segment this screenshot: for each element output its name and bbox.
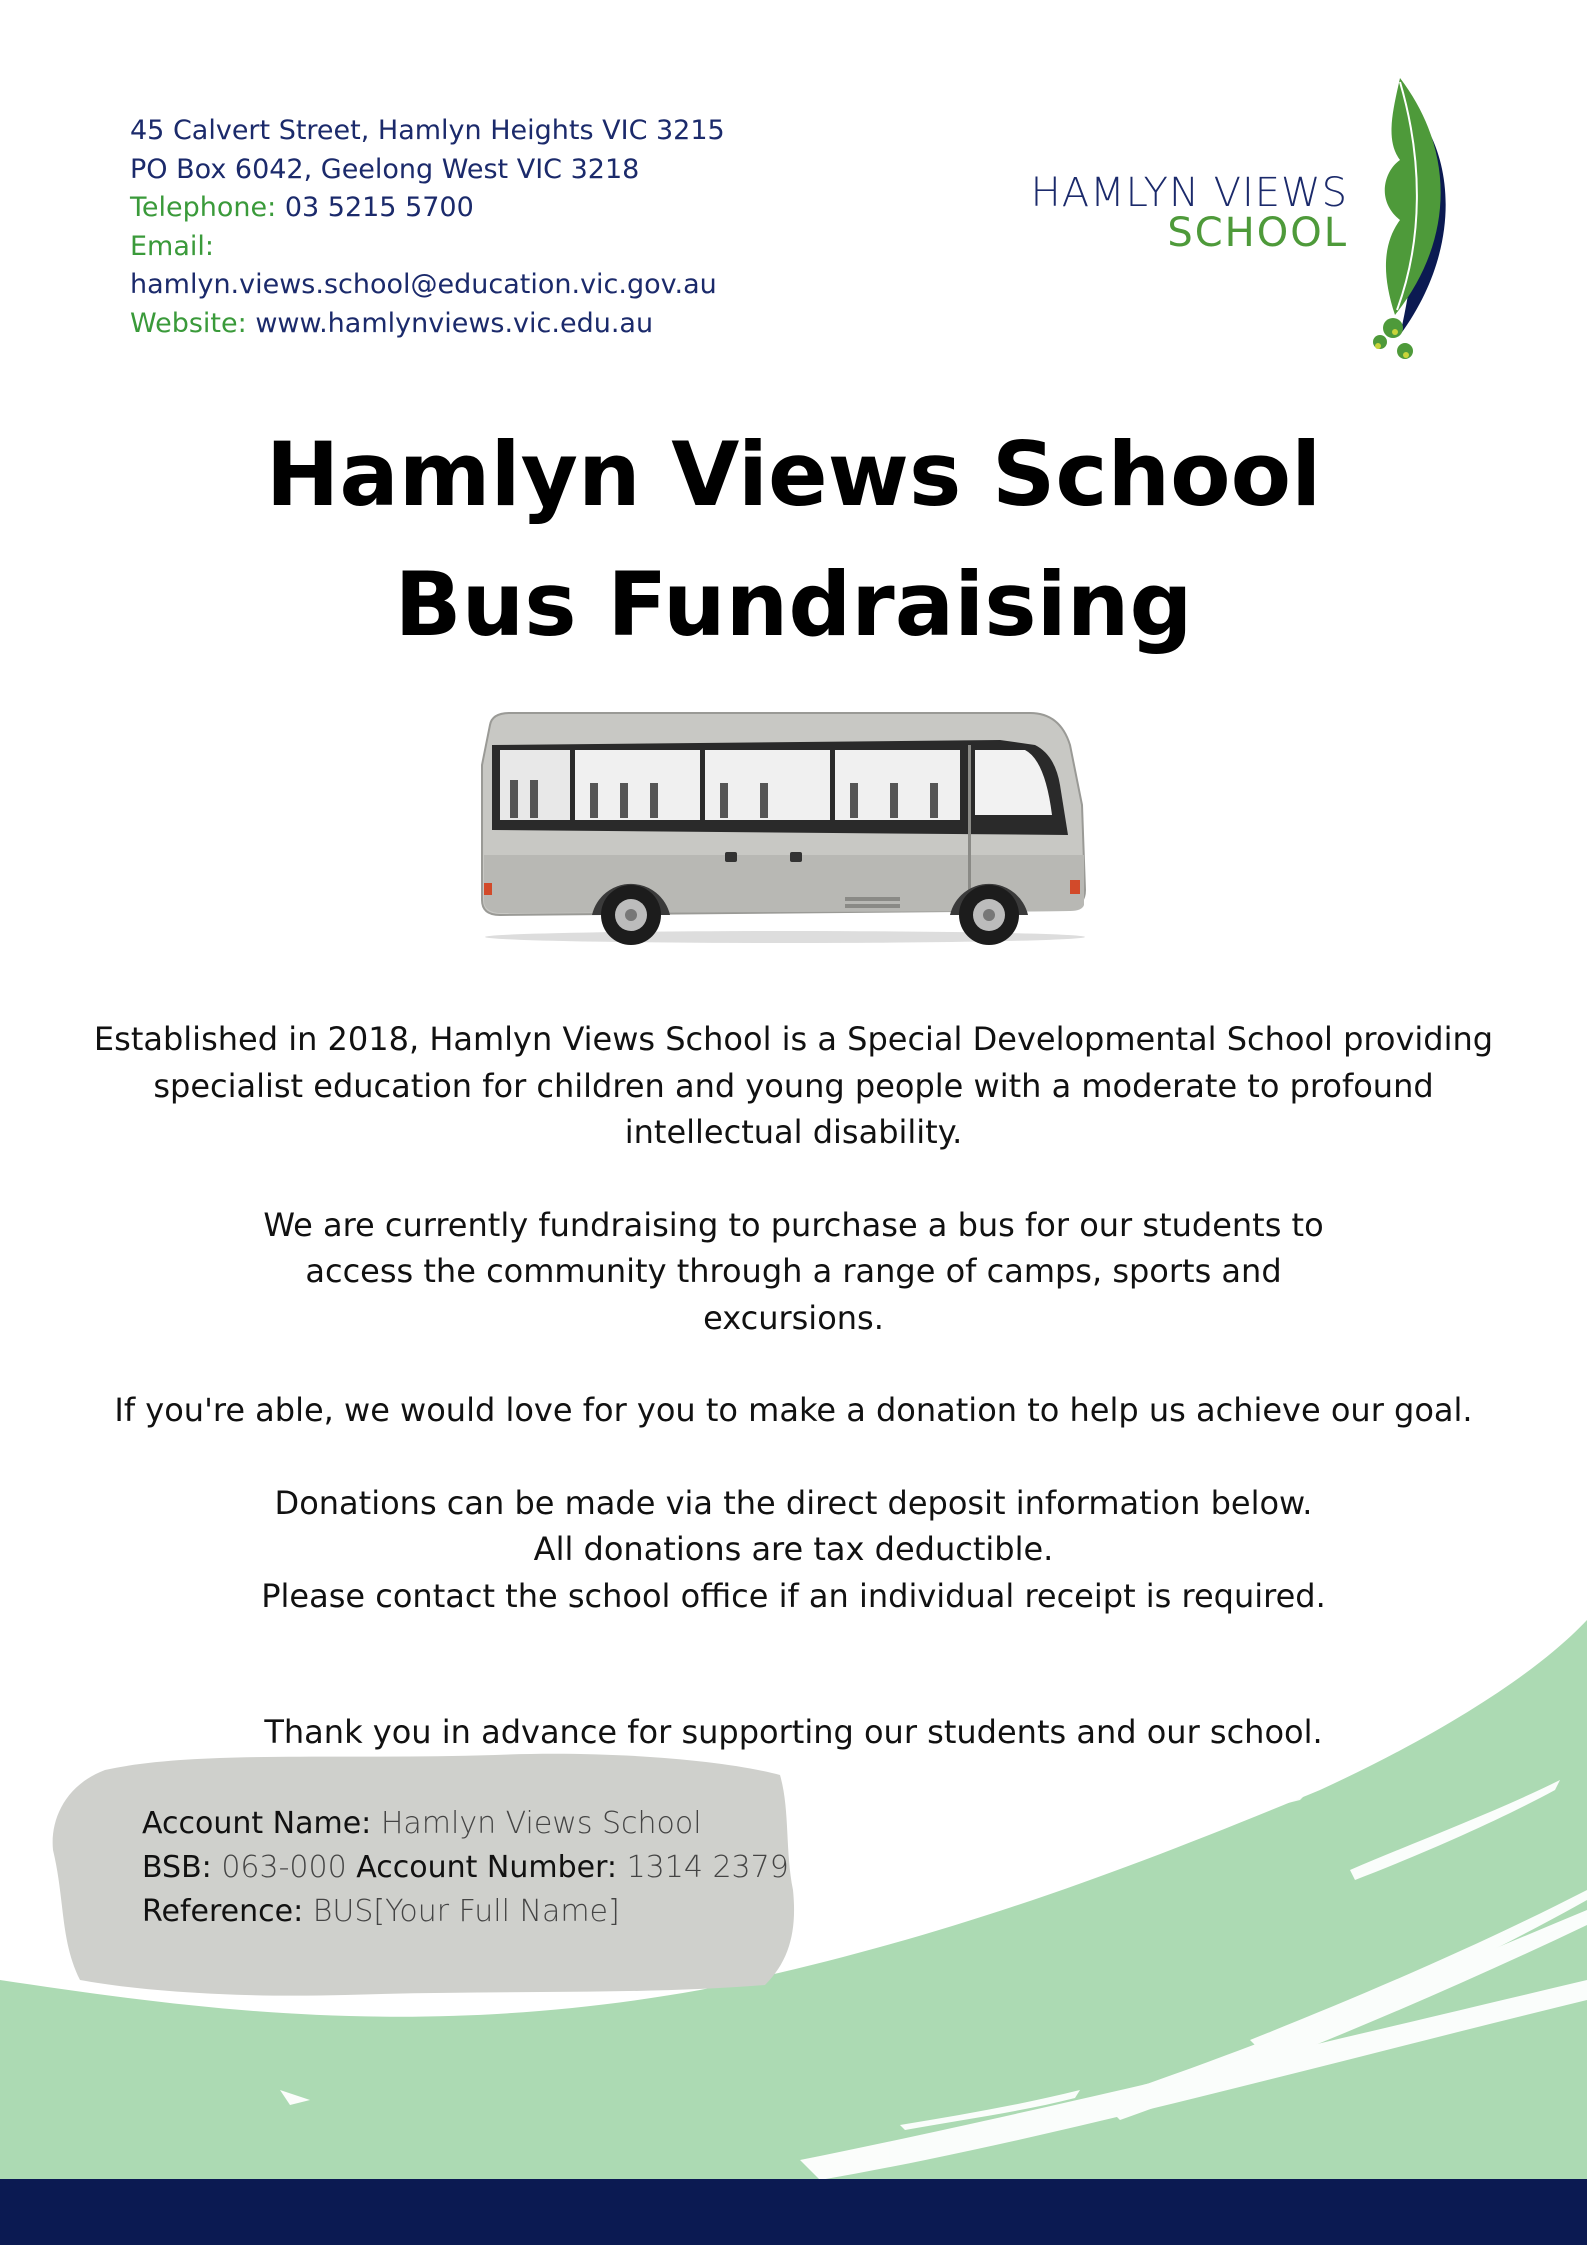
page-title [0, 410, 1587, 670]
account-name-label: Account Name: [142, 1806, 372, 1841]
title-line-2: Bus Fundraising [394, 553, 1193, 656]
reference-value: BUS[Your Full Name] [312, 1894, 620, 1929]
email-link[interactable]: hamlyn.views.school@education.vic.gov.au [130, 269, 717, 301]
bank-details [142, 1802, 789, 1934]
email-label: Email: [130, 230, 215, 262]
title-line-1: Hamlyn Views School [265, 423, 1322, 526]
bsb-label: BSB: [142, 1850, 212, 1885]
address-line-1: 45 Calvert Street, Hamlyn Heights VIC 3215 [130, 115, 725, 146]
account-number-value: 1314 2379 [626, 1850, 789, 1885]
telephone-row [130, 189, 725, 228]
email-label-row [130, 228, 725, 267]
leaf-icon [1305, 70, 1475, 370]
donation-info-line-2: All donations are tax deductible. [533, 1530, 1054, 1568]
website-label: Website: [130, 307, 247, 339]
school-logo [1030, 70, 1470, 370]
bsb-account-row [142, 1846, 789, 1890]
account-name-row [142, 1802, 789, 1846]
email-value-row [130, 266, 725, 305]
logo-text-line-2: SCHOOL [1167, 210, 1348, 256]
thank-you-paragraph: Thank you in advance for supporting our students and our school. [264, 1713, 1323, 1751]
telephone-label: Telephone: [130, 192, 277, 224]
purpose-paragraph: We are currently fundraising to purchase a bus for our students to access the community through a range of camps, sports and excursions. [263, 1205, 1324, 1337]
bus-image [470, 705, 1100, 945]
reference-label: Reference: [142, 1894, 304, 1929]
donation-info-line-1: Donations can be made via the direct deposit information below. [274, 1483, 1313, 1522]
contact-details [130, 112, 725, 344]
intro-paragraph: Established in 2018, Hamlyn Views School is a Special Developmental School providing specialist education for children and young people with a moderate to profound intellectual disability. [93, 1020, 1494, 1151]
bsb-value: 063-000 [221, 1850, 347, 1885]
account-number-label: Account Number: [356, 1850, 618, 1885]
footer-bar [0, 2179, 1587, 2245]
telephone-value[interactable]: 03 5215 5700 [284, 192, 474, 224]
address-line-2: PO Box 6042, Geelong West VIC 3218 [130, 153, 640, 185]
logo-text-line-1: HAMLYN VIEWS [1030, 170, 1348, 216]
donation-request-paragraph: If you're able, we would love for you to make a donation to help us achieve our goal. [114, 1391, 1473, 1429]
account-name-value: Hamlyn Views School [380, 1806, 702, 1841]
website-link[interactable]: www.hamlynviews.vic.edu.au [255, 307, 654, 339]
donation-info-line-3: Please contact the school office if an individual receipt is required. [261, 1576, 1326, 1615]
reference-row [142, 1890, 789, 1934]
website-row [130, 305, 725, 344]
